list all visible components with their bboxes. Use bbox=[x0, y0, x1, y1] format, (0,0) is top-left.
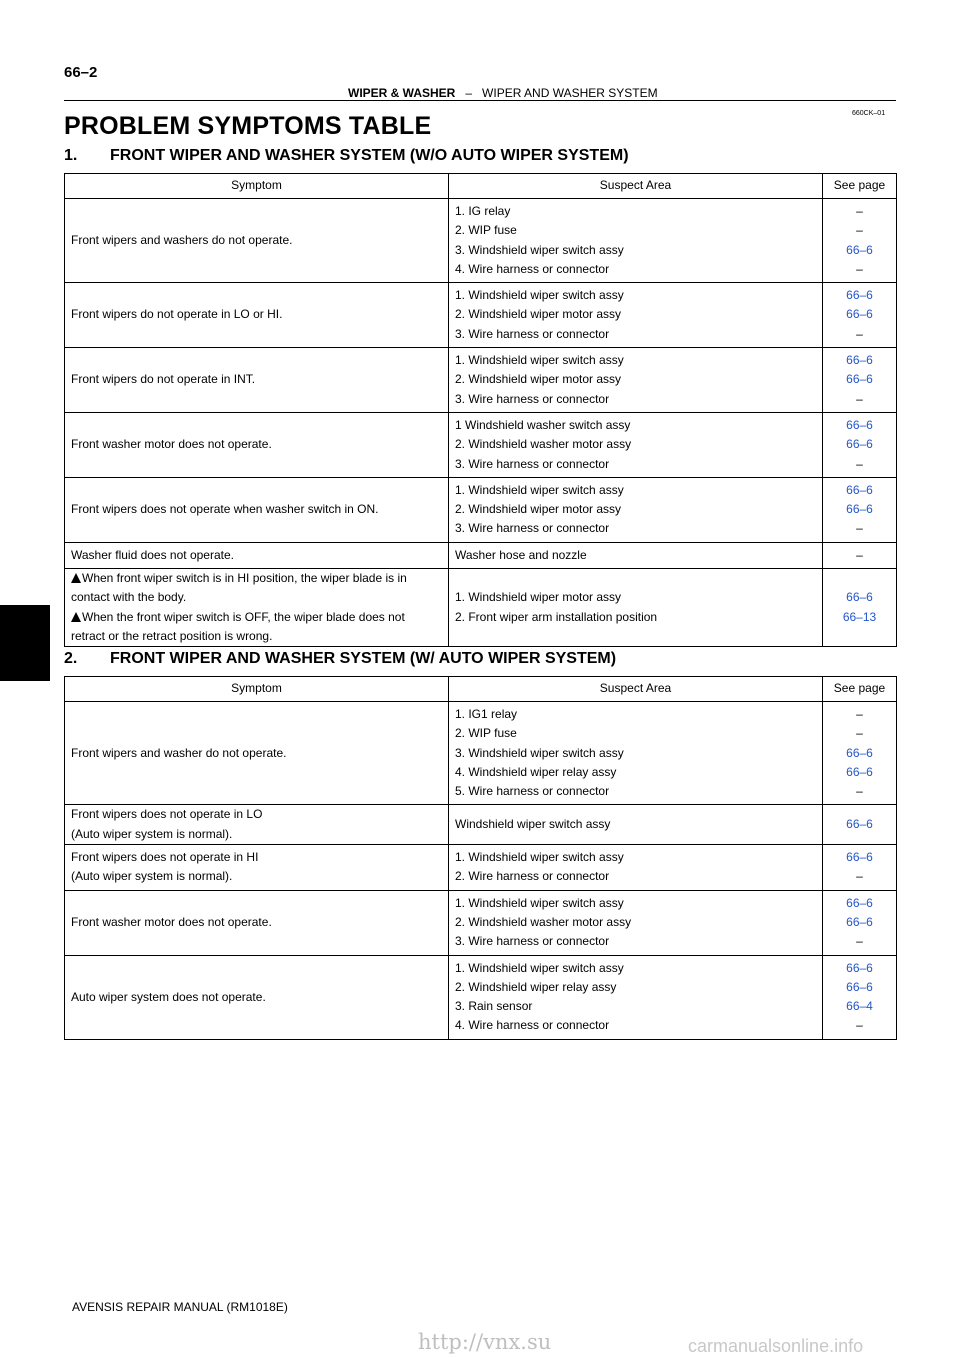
header-subsection: WIPER AND WASHER SYSTEM bbox=[482, 86, 658, 100]
page-reference-link[interactable]: 66–6 bbox=[846, 979, 873, 994]
section-1-heading bbox=[64, 147, 629, 165]
symptom-line bbox=[71, 588, 442, 607]
col-header-suspect-area: Suspect Area bbox=[449, 174, 823, 199]
symptom-text: (Auto wiper system is normal). bbox=[71, 869, 233, 884]
symptom-cell bbox=[65, 955, 449, 1039]
symptom-cell bbox=[65, 569, 449, 647]
header-separator: – bbox=[465, 86, 473, 100]
page-reference-link[interactable]: 66–6 bbox=[846, 764, 873, 779]
page-reference-none: – bbox=[856, 784, 863, 799]
suspect-area-item: 5. Wire harness or connector bbox=[455, 784, 610, 799]
table-row bbox=[65, 805, 897, 845]
suspect-area-item: 3. Wire harness or connector bbox=[455, 456, 610, 471]
warning-triangle-icon bbox=[71, 573, 81, 583]
page-reference-link[interactable]: 66–6 bbox=[846, 850, 873, 865]
table-header-row bbox=[65, 174, 897, 199]
symptom-text: Front wipers do not operate in LO or HI. bbox=[71, 307, 283, 322]
page-reference-link[interactable]: 66–4 bbox=[846, 999, 873, 1014]
symptom-text: Front wipers and washers do not operate. bbox=[71, 232, 293, 247]
running-header bbox=[348, 86, 658, 100]
see-page-cell bbox=[823, 542, 897, 568]
suspect-area-item: 1. IG relay bbox=[455, 204, 511, 218]
table-row bbox=[65, 542, 897, 568]
page-reference-none: – bbox=[856, 547, 863, 562]
symptom-text: retract or the retract position is wrong. bbox=[71, 628, 273, 643]
symptom-line bbox=[71, 913, 442, 932]
symptom-cell bbox=[65, 702, 449, 805]
see-page-cell bbox=[823, 348, 897, 413]
section-2-heading bbox=[64, 650, 616, 668]
page-title: PROBLEM SYMPTOMS TABLE bbox=[64, 112, 432, 140]
see-page-cell bbox=[823, 845, 897, 891]
page-reference-link[interactable]: 66–6 bbox=[846, 590, 873, 605]
page-reference-link[interactable]: 66–6 bbox=[846, 745, 873, 760]
doc-code: 660CK–01 bbox=[852, 110, 886, 117]
suspect-area-item: 2. Windshield wiper motor assy bbox=[455, 502, 622, 517]
symptom-line bbox=[71, 435, 442, 454]
symptom-line bbox=[71, 744, 442, 763]
page-reference-none: – bbox=[856, 391, 863, 406]
symptom-line bbox=[71, 988, 442, 1007]
symptom-line bbox=[71, 627, 442, 646]
symptom-text: Front wipers and washer do not operate. bbox=[71, 745, 287, 760]
col-header-symptom: Symptom bbox=[65, 677, 449, 702]
page-reference-link[interactable]: 66–6 bbox=[846, 817, 873, 832]
symptom-cell bbox=[65, 348, 449, 413]
suspect-area-item: 2. Windshield wiper motor assy bbox=[455, 307, 622, 322]
table-row bbox=[65, 845, 897, 891]
suspect-area-item: 3. Wire harness or connector bbox=[455, 934, 610, 949]
suspect-area-cell bbox=[449, 805, 823, 845]
table-row bbox=[65, 348, 897, 413]
suspect-area-item: 3. Windshield wiper switch assy bbox=[455, 745, 624, 760]
symptom-cell bbox=[65, 283, 449, 348]
symptom-line bbox=[71, 231, 442, 250]
symptom-cell bbox=[65, 845, 449, 891]
symptom-text: contact with the body. bbox=[71, 590, 187, 605]
suspect-area-item: 2. Front wiper arm installation position bbox=[455, 609, 658, 624]
symptom-line bbox=[71, 370, 442, 389]
symptom-text: Washer fluid does not operate. bbox=[71, 547, 234, 562]
symptom-line bbox=[71, 805, 442, 824]
symptoms-table-1 bbox=[64, 173, 897, 647]
page-reference-link[interactable]: 66–6 bbox=[846, 914, 873, 929]
suspect-area-item: 4. Wire harness or connector bbox=[455, 261, 610, 276]
suspect-area-item: 2. Windshield washer motor assy bbox=[455, 437, 632, 452]
col-header-symptom: Symptom bbox=[65, 174, 449, 199]
suspect-area-item: 1. Windshield wiper motor assy bbox=[455, 590, 622, 605]
table-row bbox=[65, 890, 897, 955]
suspect-area-item: 3. Wire harness or connector bbox=[455, 326, 610, 341]
page-reference-none: – bbox=[856, 326, 863, 341]
symptoms-table-2 bbox=[64, 676, 897, 1040]
suspect-area-item: Windshield wiper switch assy bbox=[455, 817, 611, 832]
suspect-area-cell bbox=[449, 348, 823, 413]
symptom-text: When the front wiper switch is OFF, the wiper blade does not bbox=[82, 609, 405, 624]
page-reference-none: – bbox=[856, 521, 863, 536]
header-section: WIPER & WASHER bbox=[348, 86, 456, 100]
suspect-area-item: 1. Windshield wiper switch assy bbox=[455, 353, 624, 368]
page-reference-none: – bbox=[856, 261, 863, 276]
symptom-text: When front wiper switch is in HI position, the wiper blade is in bbox=[82, 571, 407, 586]
suspect-area-item: 3. Windshield wiper switch assy bbox=[455, 242, 624, 257]
page-reference-none: – bbox=[856, 223, 863, 238]
see-page-cell bbox=[823, 890, 897, 955]
suspect-area-item: 4. Wire harness or connector bbox=[455, 1018, 610, 1033]
see-page-cell bbox=[823, 702, 897, 805]
table-header-row bbox=[65, 677, 897, 702]
section-title: FRONT WIPER AND WASHER SYSTEM (W/ AUTO WIPER SYSTEM) bbox=[110, 650, 617, 667]
suspect-area-item: 2. WIP fuse bbox=[455, 726, 517, 741]
suspect-area-item: 2. Windshield wiper motor assy bbox=[455, 372, 622, 387]
symptom-text: Front wipers do not operate in INT. bbox=[71, 372, 256, 387]
page-reference-link[interactable]: 66–6 bbox=[846, 372, 873, 387]
see-page-cell bbox=[823, 805, 897, 845]
watermark-vnx-link[interactable]: http://vnx.su bbox=[418, 1330, 552, 1354]
symptom-line bbox=[71, 546, 442, 565]
footer-manual-name: AVENSIS REPAIR MANUAL (RM1018E) bbox=[72, 1300, 288, 1314]
page-reference-none: – bbox=[856, 1018, 863, 1033]
suspect-area-item: 1. Windshield wiper switch assy bbox=[455, 850, 624, 865]
col-header-see-page: See page bbox=[823, 677, 897, 702]
see-page-cell bbox=[823, 283, 897, 348]
suspect-area-cell bbox=[449, 845, 823, 891]
symptom-text: Front washer motor does not operate. bbox=[71, 914, 272, 929]
section-title: FRONT WIPER AND WASHER SYSTEM (W/O AUTO WIPER SYSTEM) bbox=[110, 147, 629, 164]
suspect-area-item: Washer hose and nozzle bbox=[455, 547, 587, 562]
symptom-line bbox=[71, 305, 442, 324]
suspect-area-cell bbox=[449, 542, 823, 568]
warning-triangle-icon bbox=[71, 612, 81, 622]
section-number: 2. bbox=[64, 650, 78, 667]
suspect-area-cell bbox=[449, 890, 823, 955]
suspect-area-item: 2. Wire harness or connector bbox=[455, 869, 610, 884]
suspect-area-item: 1. Windshield wiper switch assy bbox=[455, 288, 624, 303]
see-page-cell bbox=[823, 477, 897, 542]
see-page-cell bbox=[823, 199, 897, 283]
symptom-cell bbox=[65, 412, 449, 477]
page-number: 66–2 bbox=[64, 64, 98, 81]
symptom-text: Front wipers does not operate in HI bbox=[71, 850, 259, 865]
page-reference-link[interactable]: 66–6 bbox=[846, 353, 873, 368]
watermark-carmanuals: carmanualsonline.info bbox=[688, 1336, 864, 1356]
section-number: 1. bbox=[64, 147, 78, 164]
suspect-area-item: 1 Windshield washer switch assy bbox=[455, 417, 631, 432]
symptom-cell bbox=[65, 890, 449, 955]
page-reference-link[interactable]: 66–6 bbox=[846, 960, 873, 975]
suspect-area-item: 2. Windshield wiper relay assy bbox=[455, 979, 617, 994]
symptom-text: Front washer motor does not operate. bbox=[71, 437, 272, 452]
suspect-area-item: 2. WIP fuse bbox=[455, 223, 517, 238]
page-reference-link[interactable]: 66–6 bbox=[846, 895, 873, 910]
suspect-area-cell bbox=[449, 569, 823, 647]
table-row bbox=[65, 283, 897, 348]
see-page-cell bbox=[823, 412, 897, 477]
symptom-cell bbox=[65, 477, 449, 542]
suspect-area-cell bbox=[449, 412, 823, 477]
symptom-text: (Auto wiper system is normal). bbox=[71, 826, 233, 841]
suspect-area-item: 1. IG1 relay bbox=[455, 707, 518, 721]
suspect-area-item: 1. Windshield wiper switch assy bbox=[455, 482, 624, 497]
suspect-area-item: 3. Wire harness or connector bbox=[455, 521, 610, 536]
page-reference-none: – bbox=[856, 934, 863, 949]
page-reference-link[interactable]: 66–6 bbox=[846, 288, 873, 303]
page-reference-link[interactable]: 66–6 bbox=[846, 482, 873, 497]
col-header-see-page: See page bbox=[823, 174, 897, 199]
table-row bbox=[65, 702, 897, 805]
page-reference-link[interactable]: 66–6 bbox=[846, 307, 873, 322]
symptom-cell bbox=[65, 542, 449, 568]
symptom-line bbox=[71, 608, 442, 627]
col-header-suspect-area: Suspect Area bbox=[449, 677, 823, 702]
symptom-text: Front wipers does not operate when washer switch in ON. bbox=[71, 502, 379, 517]
suspect-area-cell bbox=[449, 702, 823, 805]
suspect-area-cell bbox=[449, 199, 823, 283]
suspect-area-item: 3. Wire harness or connector bbox=[455, 391, 610, 406]
page-reference-none: – bbox=[856, 707, 863, 721]
suspect-area-cell bbox=[449, 955, 823, 1039]
symptom-cell bbox=[65, 805, 449, 845]
page-reference-none: – bbox=[856, 204, 863, 218]
page-reference-link[interactable]: 66–6 bbox=[846, 502, 873, 517]
page-reference-none: – bbox=[856, 456, 863, 471]
table-row bbox=[65, 569, 897, 647]
symptom-cell bbox=[65, 199, 449, 283]
suspect-area-item: 1. Windshield wiper switch assy bbox=[455, 960, 624, 975]
symptom-line bbox=[71, 867, 442, 886]
symptom-line bbox=[71, 569, 442, 588]
page-reference-none: – bbox=[856, 869, 863, 884]
page-reference-none: – bbox=[856, 726, 863, 741]
page-reference-link[interactable]: 66–13 bbox=[842, 609, 877, 624]
suspect-area-cell bbox=[449, 477, 823, 542]
symptom-line bbox=[71, 825, 442, 844]
suspect-area-item: 4. Windshield wiper relay assy bbox=[455, 764, 617, 779]
page-reference-link[interactable]: 66–6 bbox=[846, 437, 873, 452]
page-reference-link[interactable]: 66–6 bbox=[846, 417, 873, 432]
table-row bbox=[65, 199, 897, 283]
table-row bbox=[65, 412, 897, 477]
suspect-area-item: 3. Rain sensor bbox=[455, 999, 533, 1014]
suspect-area-cell bbox=[449, 283, 823, 348]
see-page-cell bbox=[823, 569, 897, 647]
symptom-text: Auto wiper system does not operate. bbox=[71, 989, 266, 1004]
symptom-text: Front wipers does not operate in LO bbox=[71, 807, 263, 822]
table-row bbox=[65, 955, 897, 1039]
header-rule bbox=[64, 100, 896, 101]
see-page-cell bbox=[823, 955, 897, 1039]
section-tab bbox=[0, 605, 50, 681]
suspect-area-item: 2. Windshield washer motor assy bbox=[455, 914, 632, 929]
suspect-area-item: 1. Windshield wiper switch assy bbox=[455, 895, 624, 910]
table-row bbox=[65, 477, 897, 542]
symptom-line bbox=[71, 848, 442, 867]
page-reference-link[interactable]: 66–6 bbox=[846, 242, 873, 257]
symptom-line bbox=[71, 500, 442, 519]
